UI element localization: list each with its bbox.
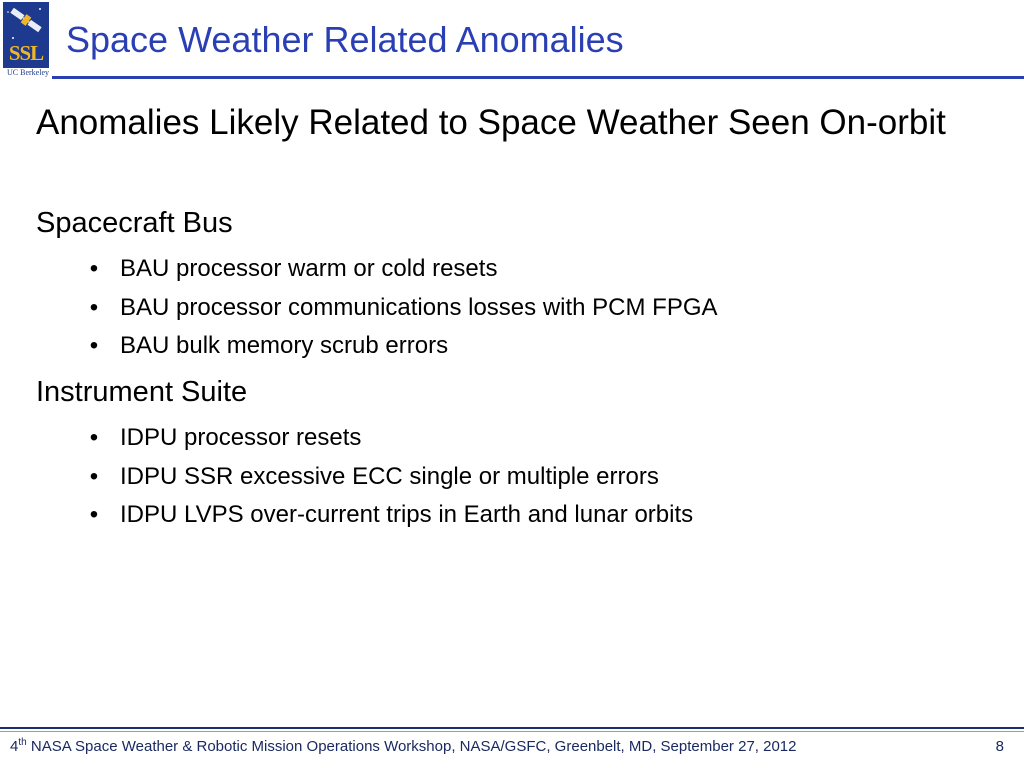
- list-item: [84, 458, 693, 497]
- slide-subtitle: Anomalies Likely Related to Space Weather Seen On-orbit: [36, 103, 946, 142]
- list-item-text: BAU bulk memory scrub errors: [120, 332, 449, 359]
- logo-badge: [3, 2, 49, 68]
- slide-title: Space Weather Related Anomalies: [66, 19, 624, 60]
- ssl-logo: [3, 2, 51, 80]
- satellite-icon: [3, 2, 49, 46]
- list-item: [84, 250, 718, 289]
- bullet-icon: •: [89, 332, 99, 359]
- instrument-suite-list: [84, 419, 693, 535]
- list-item-text: IDPU LVPS over-current trips in Earth and lunar orbits: [120, 501, 694, 528]
- list-item-text: BAU processor warm or cold resets: [120, 255, 498, 282]
- bullet-icon: •: [89, 501, 99, 528]
- footer-ordinal-suffix: th: [18, 737, 27, 748]
- footer-divider-thin: [0, 731, 1024, 732]
- footer-divider: [0, 727, 1024, 729]
- section-heading-instrument-suite: Instrument Suite: [36, 376, 248, 408]
- list-item: [84, 419, 693, 458]
- list-item-text: IDPU processor resets: [120, 424, 362, 451]
- title-divider: [52, 76, 1024, 79]
- list-item-text: IDPU SSR excessive ECC single or multiple errors: [120, 462, 659, 490]
- page-number: 8: [995, 738, 1004, 755]
- spacecraft-bus-list: [84, 250, 718, 366]
- list-item: [84, 289, 718, 328]
- footer-event-text: NASA Space Weather & Robotic Mission Operations Workshop, NASA/GSFC, Greenbelt, MD, September 27, 2012: [26, 738, 797, 755]
- logo-subtext: UC Berkeley: [7, 68, 49, 77]
- footer-text: [10, 738, 797, 756]
- bullet-icon: •: [89, 424, 99, 451]
- list-item-text: BAU processor communications losses with PCM FPGA: [120, 293, 718, 321]
- list-item: [84, 496, 693, 535]
- footer-ordinal-number: 4: [10, 738, 19, 755]
- logo-text: SSL: [8, 41, 44, 65]
- bullet-icon: •: [89, 462, 99, 490]
- section-heading-spacecraft-bus: Spacecraft Bus: [36, 207, 233, 239]
- bullet-icon: •: [89, 255, 99, 282]
- list-item: [84, 327, 718, 366]
- bullet-icon: •: [89, 293, 99, 321]
